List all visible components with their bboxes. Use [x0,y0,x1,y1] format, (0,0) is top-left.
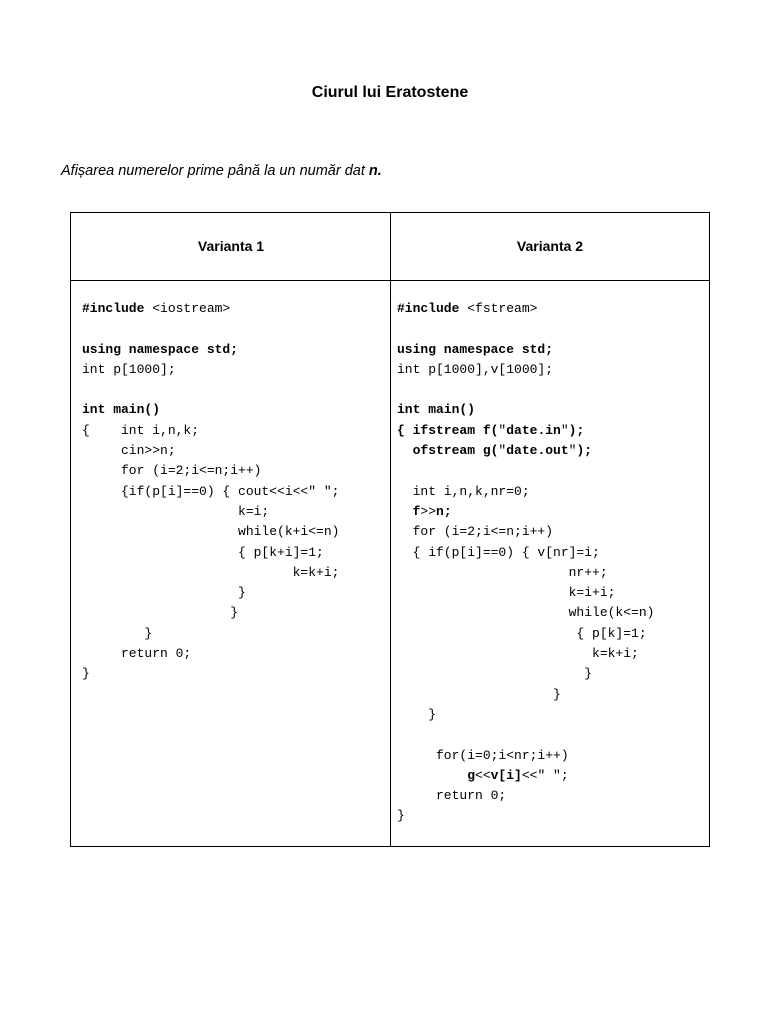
code-token: while(k<=n) [397,605,655,621]
code-line [397,685,654,705]
code-token: } [397,706,437,722]
code-line [82,299,339,319]
code-token: int p[1000]; [82,361,176,377]
code-line [397,340,654,360]
code-token: return 0; [82,646,192,662]
code-line [397,705,654,725]
code-token: #include [82,301,153,316]
code-token: { if(p[i]==0) { v[nr]=i; [397,544,600,560]
code-token: } [397,808,405,824]
code-token: cin>>n; [82,443,176,459]
subtitle-text: Afișarea numerelor prime până la un număr dat [61,163,369,179]
code-token: } [82,625,153,641]
code-listing-varianta-1 [82,299,339,685]
code-line [397,543,654,563]
code-line [82,522,339,542]
code-line [397,624,654,644]
code-token: using namespace std; [397,341,554,357]
code-line [82,461,339,481]
code-token: <iostream> [152,301,231,316]
code-line [397,461,654,481]
code-token: } [397,686,561,702]
code-token: date.in [506,422,561,438]
code-token: int i,n,k,nr=0; [397,483,530,499]
code-line [82,380,339,400]
code-token: f [397,503,421,519]
code-line [82,482,339,502]
code-line [82,400,339,420]
code-token: } [82,605,239,621]
code-token: { int i,n,k; [82,422,200,438]
code-line [397,360,654,380]
code-token: ); [568,422,585,438]
code-token: ofstream g( [397,443,499,459]
code-token: k=i+i; [397,585,616,601]
code-token: while(k+i<=n) [82,524,340,540]
code-token: int main() [82,402,161,418]
code-token: " [498,422,507,438]
code-line [82,319,339,339]
code-line [397,746,654,766]
code-token: { p[k+i]=1; [82,544,324,560]
header-divider [71,280,709,281]
code-token: " [498,443,507,459]
code-token: v[i] [490,767,522,783]
code-token: #include [397,301,468,316]
code-token: n; [436,503,452,519]
code-token: g [397,767,476,783]
code-line [397,725,654,745]
code-token: <fstream> [467,301,538,316]
code-token: << [475,767,491,783]
document-subtitle [61,163,382,179]
code-token: k=k+i; [82,564,340,580]
code-line [397,421,654,441]
code-token: } [82,666,90,682]
code-token: } [82,585,246,601]
code-token: int p[1000],v[1000]; [397,361,554,377]
code-token: k=k+i; [397,646,639,662]
document-title: Ciurul lui Eratostene [311,84,469,101]
code-line [82,583,339,603]
code-line [82,664,339,684]
code-token: for (i=2;i<=n;i++) [82,463,262,479]
column-header-varianta-2: Varianta 2 [516,238,584,254]
code-line [397,522,654,542]
code-token: } [397,666,593,682]
code-line [397,502,654,522]
subtitle-variable: n. [368,163,382,179]
code-line [397,400,654,420]
code-line [397,380,654,400]
column-divider [390,213,391,846]
code-token: for(i=0;i<nr;i++) [397,747,569,763]
code-line [397,664,654,684]
code-token: " [560,422,569,438]
code-line [397,766,654,786]
code-line [397,806,654,826]
code-token: int main() [397,402,476,418]
column-header-varianta-1: Varianta 1 [197,238,265,254]
code-listing-varianta-2 [397,299,654,827]
code-token: using namespace std; [82,341,239,357]
code-token: nr++; [397,564,608,580]
code-token: { p[k]=1; [397,625,647,641]
code-token: <<" "; [521,767,569,783]
code-token: " [568,443,577,459]
code-comparison-table [70,212,710,847]
code-token: ); [576,443,593,459]
code-line [82,502,339,522]
code-line [397,583,654,603]
code-line [82,603,339,623]
code-token: date.out [506,443,569,459]
code-token: >> [420,503,437,519]
code-line [82,563,339,583]
code-line [82,543,339,563]
code-token: return 0; [397,788,507,804]
code-line [397,644,654,664]
code-line [82,340,339,360]
code-line [82,360,339,380]
code-line [82,644,339,664]
code-line [82,421,339,441]
code-line [397,786,654,806]
code-line [82,441,339,461]
code-token: { ifstream f( [397,422,499,438]
code-line [397,603,654,623]
code-line [82,624,339,644]
code-token: for (i=2;i<=n;i++) [397,524,554,540]
code-token: k=i; [82,503,270,519]
code-line [397,482,654,502]
code-line [397,563,654,583]
code-token: {if(p[i]==0) { cout<<i<<" "; [82,483,340,499]
code-line [397,441,654,461]
code-line [397,319,654,339]
code-line [397,299,654,319]
